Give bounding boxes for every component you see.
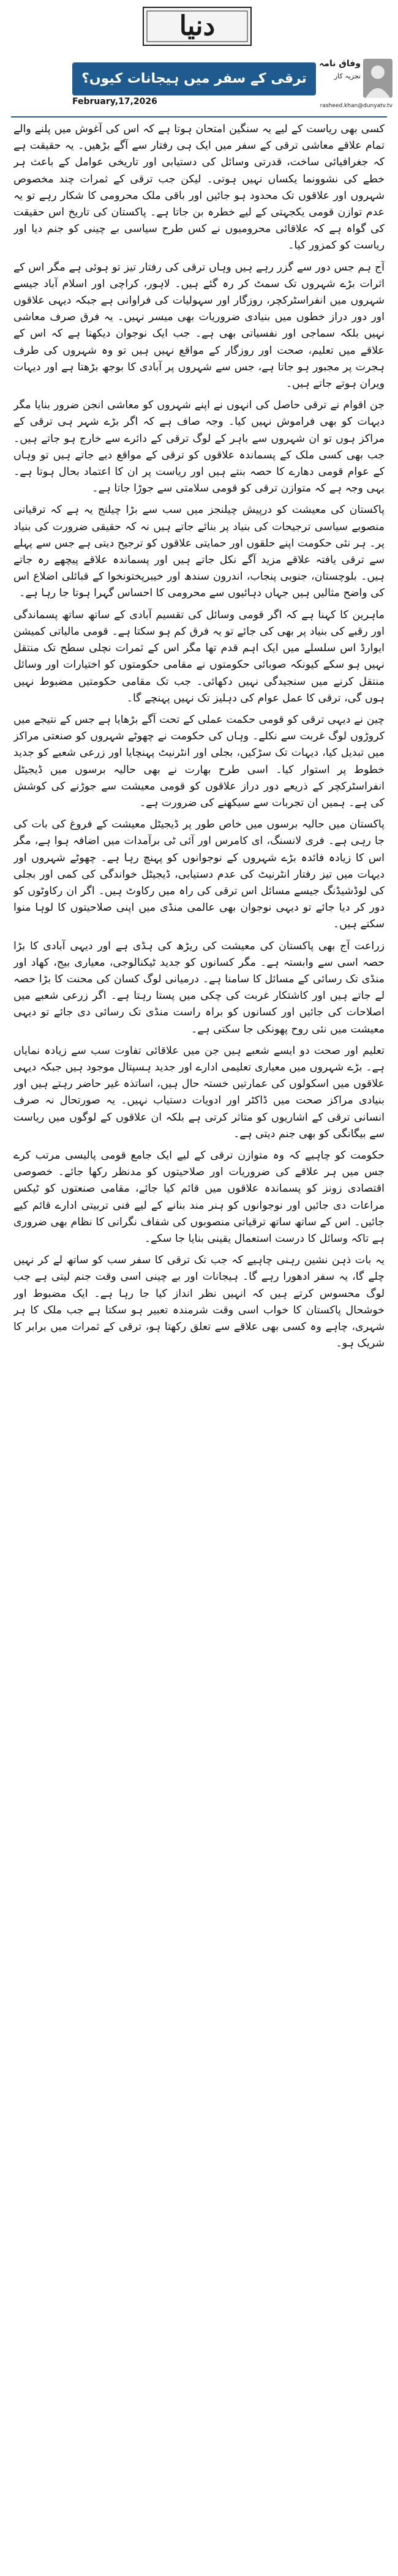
avatar-icon bbox=[363, 59, 392, 98]
paragraph: حکومت کو چاہیے کہ وہ متوازن ترقی کے لیے ایک جامع قومی پالیسی مرتب کرے جس میں ہر علاقے کی ضروریات اور صلاحیتوں کو مدنظر رکھا جائے۔ خصوصی اقتصادی زونز کو پسماندہ علاقوں میں قائم کیا جائے، مقامی صنعتوں کو ٹیکس مراعات دی جائیں اور نوجوانوں کو ہنر مند بنانے کے لیے فنی تربیتی ادارے قائم کیے جائیں۔ اس کے ساتھ ساتھ ترقیاتی منصوبوں کی شفاف نگرانی کا نظام بھی ضروری ہے تاکہ وسائل کا درست استعمال یقینی بنایا جا سکے۔ bbox=[13, 1149, 385, 1245]
article-body bbox=[13, 121, 385, 2563]
author-name: وفاق نامہ bbox=[319, 59, 361, 69]
paragraph: پاکستان کی معیشت کو درپیش چیلنجز میں سب سے بڑا چیلنج یہ ہے کہ ترقیاتی منصوبے سیاسی ترجیحات کی بنیاد پر بنائے جاتے ہیں نہ کہ حقیقی ضرورت کی بنیاد پر۔ ہر نئی حکومت اپنے حلقوں اور حمایتی علاقوں کو ترجیح دیتی ہے جس سے پہلے سے ترقی یافتہ علاقے مزید آگے نکل جاتے ہیں اور پسماندہ علاقے پیچھے رہ جاتے ہیں۔ بلوچستان، جنوبی پنجاب، اندرون سندھ اور خیبرپختونخوا کے قبائلی اضلاع اس کی واضح مثالیں ہیں جہاں دہائیوں سے محرومی کا احساس گہرا ہوتا جا رہا ہے۔ bbox=[13, 504, 385, 600]
publish-date: February,17,2026 bbox=[72, 97, 157, 106]
author-role: تجزیہ کار bbox=[334, 72, 361, 80]
paragraph: ماہرین کا کہنا ہے کہ اگر قومی وسائل کی تقسیم آبادی کے ساتھ ساتھ پسماندگی اور رقبے کی بنیاد پر بھی کی جائے تو یہ فرق کم ہو سکتا ہے۔ قومی مالیاتی کمیشن ایوارڈ اس سلسلے میں ایک اہم قدم تھا مگر اس کے ثمرات نچلی سطح تک منتقل نہیں ہو سکے کیونکہ صوبائی حکومتوں نے مقامی حکومتوں کو اختیارات اور وسائل منتقل کرنے میں سنجیدگی نہیں دکھائی۔ جب تک مقامی حکومتیں مضبوط نہیں ہوں گی، ترقی کا عمل عوام کی دہلیز تک نہیں پہنچے گا۔ bbox=[13, 608, 385, 704]
paragraph: زراعت آج بھی پاکستان کی معیشت کی ریڑھ کی ہڈی ہے اور دیہی آبادی کا بڑا حصہ اسی سے وابستہ ہے۔ مگر کسانوں کو جدید ٹیکنالوجی، معیاری بیج، کھاد اور منڈی تک رسائی کے مسائل کا سامنا ہے۔ درمیانی لوگ کسان کی محنت کا بڑا حصہ لے جاتے ہیں اور کاشتکار غربت کی چکی میں پستا رہتا ہے۔ اگر زرعی شعبے میں اصلاحات کی جائیں اور کسانوں کو براہ راست منڈی تک رسائی دی جائے تو دیہی معیشت میں نئی روح پھونکی جا سکتی ہے۔ bbox=[13, 939, 385, 1036]
paragraph: تعلیم اور صحت دو ایسے شعبے ہیں جن میں علاقائی تفاوت سب سے زیادہ نمایاں ہے۔ بڑے شہروں میں معیاری تعلیمی ادارے اور جدید ہسپتال موجود ہیں جبکہ دیہی علاقوں میں اسکولوں کی عمارتیں خستہ حال ہیں، اساتذہ غیر حاضر رہتے ہیں اور بنیادی مراکز صحت میں ڈاکٹر اور ادویات دستیاب نہیں۔ یہ صورتحال نہ صرف انسانی ترقی کے اشاریوں کو متاثر کرتی ہے بلکہ ان علاقوں کے لوگوں میں ریاست سے بیگانگی کو بھی جنم دیتی ہے۔ bbox=[13, 1044, 385, 1140]
newspaper-logo bbox=[142, 6, 252, 47]
paragraph: کسی بھی ریاست کے لیے یہ سنگین امتحان ہوتا ہے کہ اس کی آغوش میں پلنے والے تمام علاقے معاشی ترقی کے سفر میں ایک ہی رفتار سے آگے بڑھیں۔ یہ حقیقت ہے کہ جغرافیائی ساخت، قدرتی وسائل کی دستیابی اور تاریخی عوامل کے باعث ہر خطے کی نشوونما یکساں نہیں ہوتی۔ لیکن جب ترقی کے ثمرات چند مخصوص شہروں اور علاقوں تک محدود ہو جائیں اور باقی ملک محرومی کا شکار رہے تو یہ عدم توازن قومی یکجہتی کے لیے خطرہ بن جاتا ہے۔ پاکستان کی تاریخ اس حقیقت کی گواہ ہے کہ علاقائی محرومیوں نے کس طرح سیاسی بے چینی کو جنم دیا اور ریاست کو کمزور کیا۔ bbox=[13, 123, 385, 252]
header-divider bbox=[11, 116, 387, 118]
author-block bbox=[315, 56, 395, 115]
paragraph: یہ بات ذہن نشین رہنی چاہیے کہ جب تک ترقی کا سفر سب کو ساتھ لے کر نہیں چلے گا، یہ سفر ادھورا رہے گا۔ ہیجانات اور بے چینی اسی وقت جنم لیتی ہے جب لوگ محسوس کرتے ہیں کہ انہیں نظر انداز کیا جا رہا ہے۔ ایک مضبوط اور خوشحال پاکستان کا خواب اسی وقت شرمندہ تعبیر ہو سکتا ہے جب ملک کا ہر شہری، چاہے وہ کسی بھی علاقے سے تعلق رکھتا ہو، ترقی کے ثمرات میں برابر کا شریک ہو۔ bbox=[13, 1254, 385, 1350]
author-email[interactable]: rasheed.khan@dunyatv.tv bbox=[320, 103, 392, 109]
article-title: ترقی کے سفر میں ہیجانات کیوں؟ bbox=[81, 71, 307, 86]
paragraph: چین نے دیہی ترقی کو قومی حکمت عملی کے تحت آگے بڑھایا ہے جس کے نتیجے میں کروڑوں لوگ غربت سے نکلے۔ وہاں کی حکومت نے چھوٹے شہروں کو صنعتی مراکز میں تبدیل کیا، دیہات تک سڑکیں، بجلی اور انٹرنیٹ پہنچایا اور زرعی شعبے کو جدید خطوط پر استوار کیا۔ اسی طرح بھارت نے بھی حالیہ برسوں میں ڈیجیٹل انفراسٹرکچر کے ذریعے دور دراز علاقوں کو قومی معیشت سے جوڑنے کی کوشش کی ہے۔ ہمیں ان تجربات سے سیکھنے کی ضرورت ہے۔ bbox=[13, 713, 385, 809]
paragraph: آج ہم جس دور سے گزر رہے ہیں وہاں ترقی کی رفتار تیز تو ہوئی ہے مگر اس کے اثرات بڑے شہروں تک سمٹ کر رہ گئے ہیں۔ لاہور، کراچی اور اسلام آباد جیسے شہروں میں انفراسٹرکچر، روزگار اور سہولیات کی فراوانی ہے جبکہ دیہی علاقوں اور دور دراز خطوں میں بنیادی ضروریات بھی میسر نہیں۔ یہ فرق صرف معاشی نہیں بلکہ سماجی اور نفسیاتی بھی ہے۔ جب ایک نوجوان دیکھتا ہے کہ اس کے علاقے میں تعلیم، صحت اور روزگار کے مواقع نہیں ہیں تو وہ شہروں کی طرف ہجرت پر مجبور ہو جاتا ہے، جس سے شہروں پر آبادی کا بوجھ بڑھتا ہے اور دیہات ویران ہوتے جاتے ہیں۔ bbox=[13, 261, 385, 390]
title-banner bbox=[72, 62, 316, 95]
masthead bbox=[0, 0, 398, 51]
logo-text: دنیا bbox=[179, 10, 216, 42]
paragraph: جن اقوام نے ترقی حاصل کی انہوں نے اپنے شہروں کو معاشی انجن ضرور بنایا مگر دیہات کو بھی فراموش نہیں کیا۔ وجہ صاف ہے کہ اگر بڑے شہر ہی ترقی کے مراکز ہوں تو ان شہروں سے باہر کے لوگ ترقی کے دائرے سے خارج ہو جاتے ہیں۔ جب بھی کسی ملک کے پسماندہ علاقوں کو ترقی کے مواقع دیے جاتے ہیں تو وہاں کے عوام قومی دھارے کا حصہ بنتے ہیں اور ریاست پر ان کا اعتماد بحال ہوتا ہے۔ یہی وجہ ہے کہ متوازن ترقی کو قومی سلامتی سے جوڑا جاتا ہے۔ bbox=[13, 399, 385, 495]
author-photo bbox=[363, 59, 392, 98]
paragraph: پاکستان میں حالیہ برسوں میں خاص طور پر ڈیجیٹل معیشت کے فروغ کی بات کی جا رہی ہے۔ فری لانسنگ، ای کامرس اور آئی ٹی برآمدات میں اضافہ ہوا ہے، مگر اس کا زیادہ فائدہ بڑے شہروں کے نوجوانوں کو پہنچ رہا ہے۔ چھوٹے شہروں اور دیہات میں تیز رفتار انٹرنیٹ کی عدم دستیابی، ڈیجیٹل خواندگی کی کمی اور بجلی کی لوڈشیڈنگ جیسے مسائل اس ترقی کی راہ میں رکاوٹ ہیں۔ اگر ان رکاوٹوں کو دور کر دیا جائے تو دیہی نوجوان بھی عالمی منڈی میں اپنی صلاحیتوں کا لوہا منوا سکتے ہیں۔ bbox=[13, 818, 385, 931]
